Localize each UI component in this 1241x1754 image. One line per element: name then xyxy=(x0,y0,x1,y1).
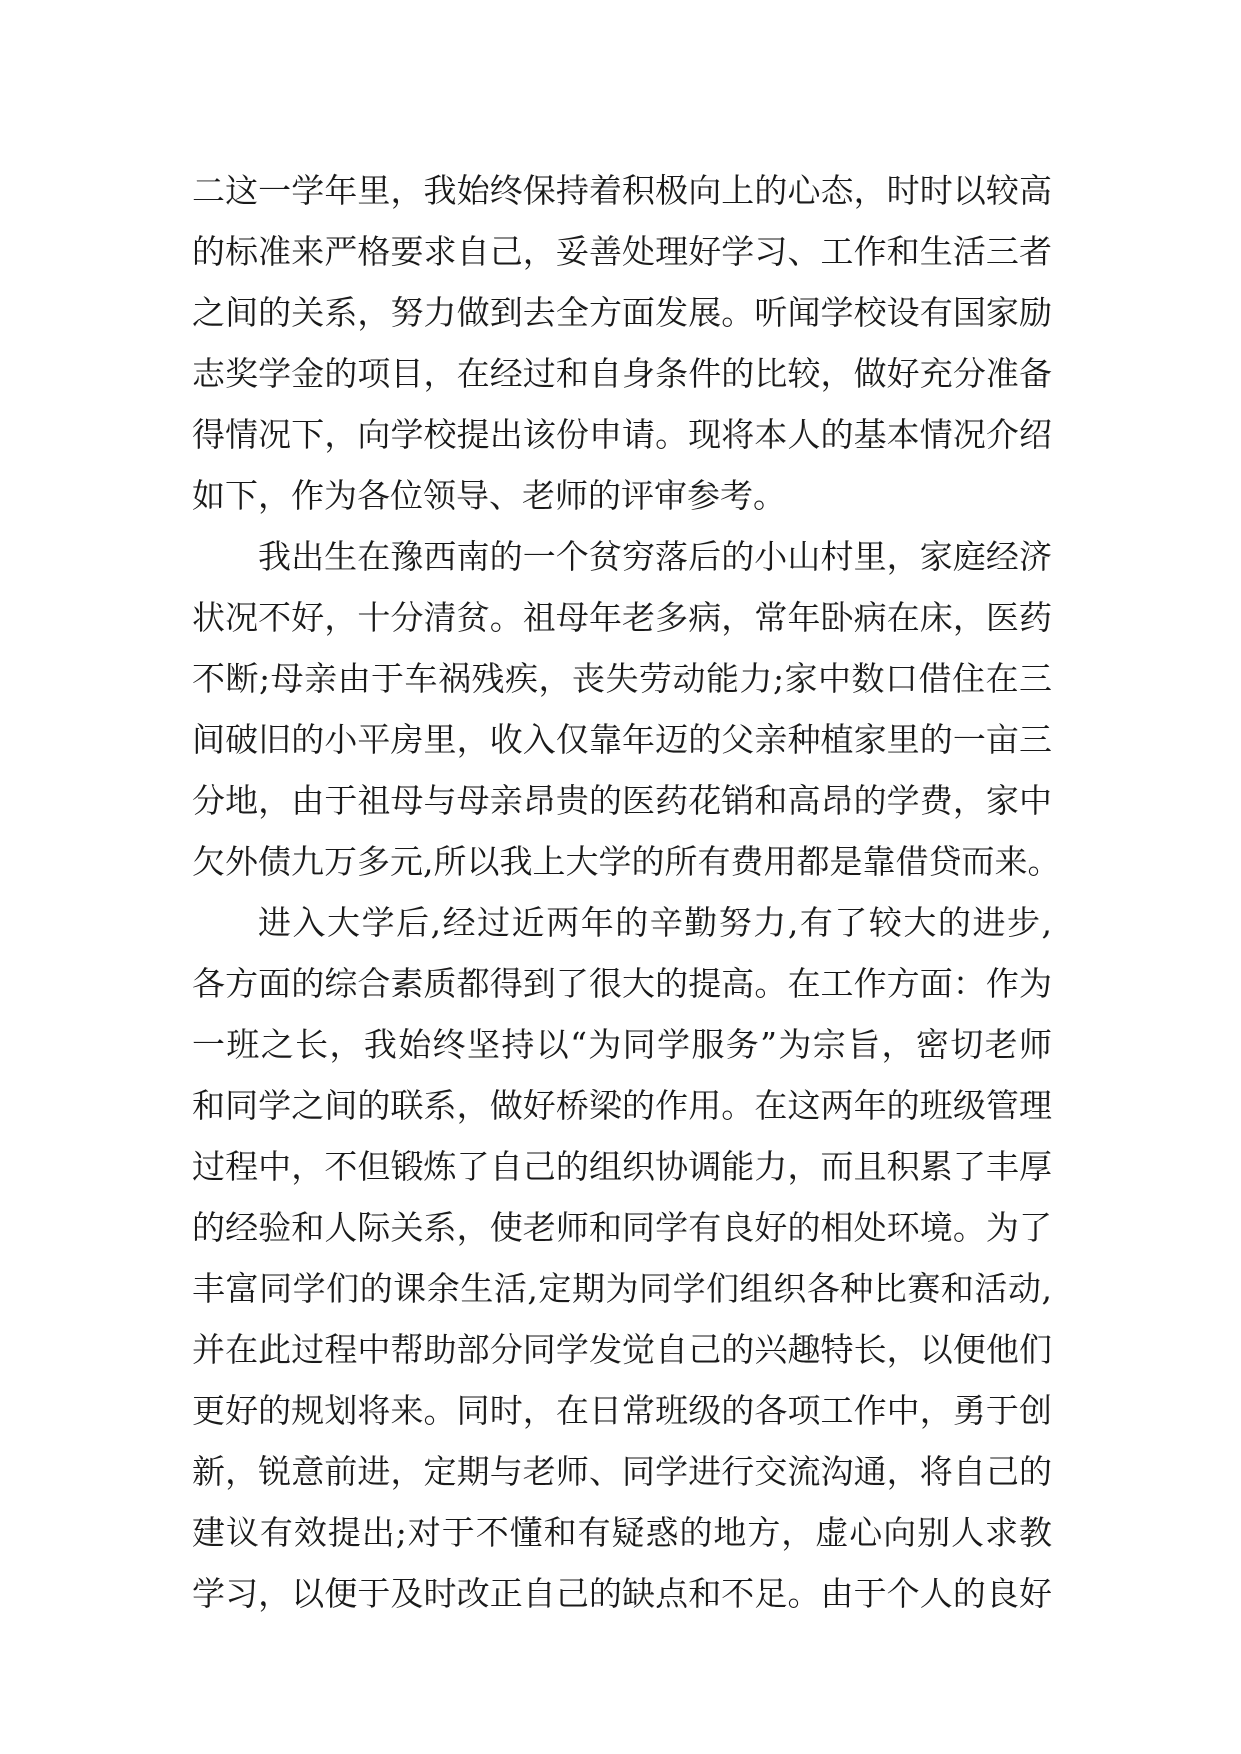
text-line: 欠外债九万多元,所以我上大学的所有费用都是靠借贷而来。 xyxy=(192,842,1061,881)
text-line: 和同学之间的联系，做好桥梁的作用。在这两年的班级管理 xyxy=(192,1086,1052,1125)
text-line: 不断;母亲由于车祸残疾，丧失劳动能力;家中数口借住在三 xyxy=(192,659,1052,698)
text-line: 得情况下，向学校提出该份申请。现将本人的基本情况介绍 xyxy=(192,415,1052,454)
text-line: 更好的规划将来。同时，在日常班级的各项工作中，勇于创 xyxy=(192,1391,1052,1430)
text-line: 一班之长，我始终坚持以“为同学服务”为宗旨，密切老师 xyxy=(192,1025,1052,1064)
text-line: 的标准来严格要求自己，妥善处理好学习、工作和生活三者 xyxy=(192,232,1052,271)
paragraph-1 xyxy=(192,160,1052,526)
text-line: 志奖学金的项目，在经过和自身条件的比较，做好充分准备 xyxy=(192,354,1052,393)
text-line: 并在此过程中帮助部分同学发觉自己的兴趣特长，以便他们 xyxy=(192,1330,1052,1369)
text-line: 状况不好，十分清贫。祖母年老多病，常年卧病在床，医药 xyxy=(192,598,1052,637)
text-line: 过程中，不但锻炼了自己的组织协调能力，而且积累了丰厚 xyxy=(192,1147,1052,1186)
text-line: 分地，由于祖母与母亲昂贵的医药花销和高昂的学费，家中 xyxy=(192,781,1052,820)
text-line: 如下，作为各位领导、老师的评审参考。 xyxy=(192,476,786,515)
text-line: 的经验和人际关系，使老师和同学有良好的相处环境。为了 xyxy=(192,1208,1052,1247)
paragraph-3 xyxy=(192,892,1052,1624)
text-line: 间破旧的小平房里，收入仅靠年迈的父亲种植家里的一亩三 xyxy=(192,720,1052,759)
text-line: 建议有效提出;对于不懂和有疑惑的地方，虚心向别人求教 xyxy=(192,1513,1052,1552)
document-body xyxy=(192,160,1061,1624)
text-line: 新，锐意前进，定期与老师、同学进行交流沟通，将自己的 xyxy=(192,1452,1052,1491)
paragraph-2 xyxy=(192,526,1061,892)
text-line: 之间的关系，努力做到去全方面发展。听闻学校设有国家励 xyxy=(192,293,1052,332)
text-line: 学习，以便于及时改正自己的缺点和不足。由于个人的良好 xyxy=(192,1574,1052,1613)
text-line: 丰富同学们的课余生活,定期为同学们组织各种比赛和活动, xyxy=(192,1269,1052,1308)
text-line: 我出生在豫西南的一个贫穷落后的小山村里，家庭经济 xyxy=(258,537,1052,576)
text-line: 二这一学年里，我始终保持着积极向上的心态，时时以较高 xyxy=(192,171,1052,210)
text-line: 各方面的综合素质都得到了很大的提高。在工作方面：作为 xyxy=(192,964,1052,1003)
text-line: 进入大学后,经过近两年的辛勤努力,有了较大的进步, xyxy=(258,903,1052,942)
